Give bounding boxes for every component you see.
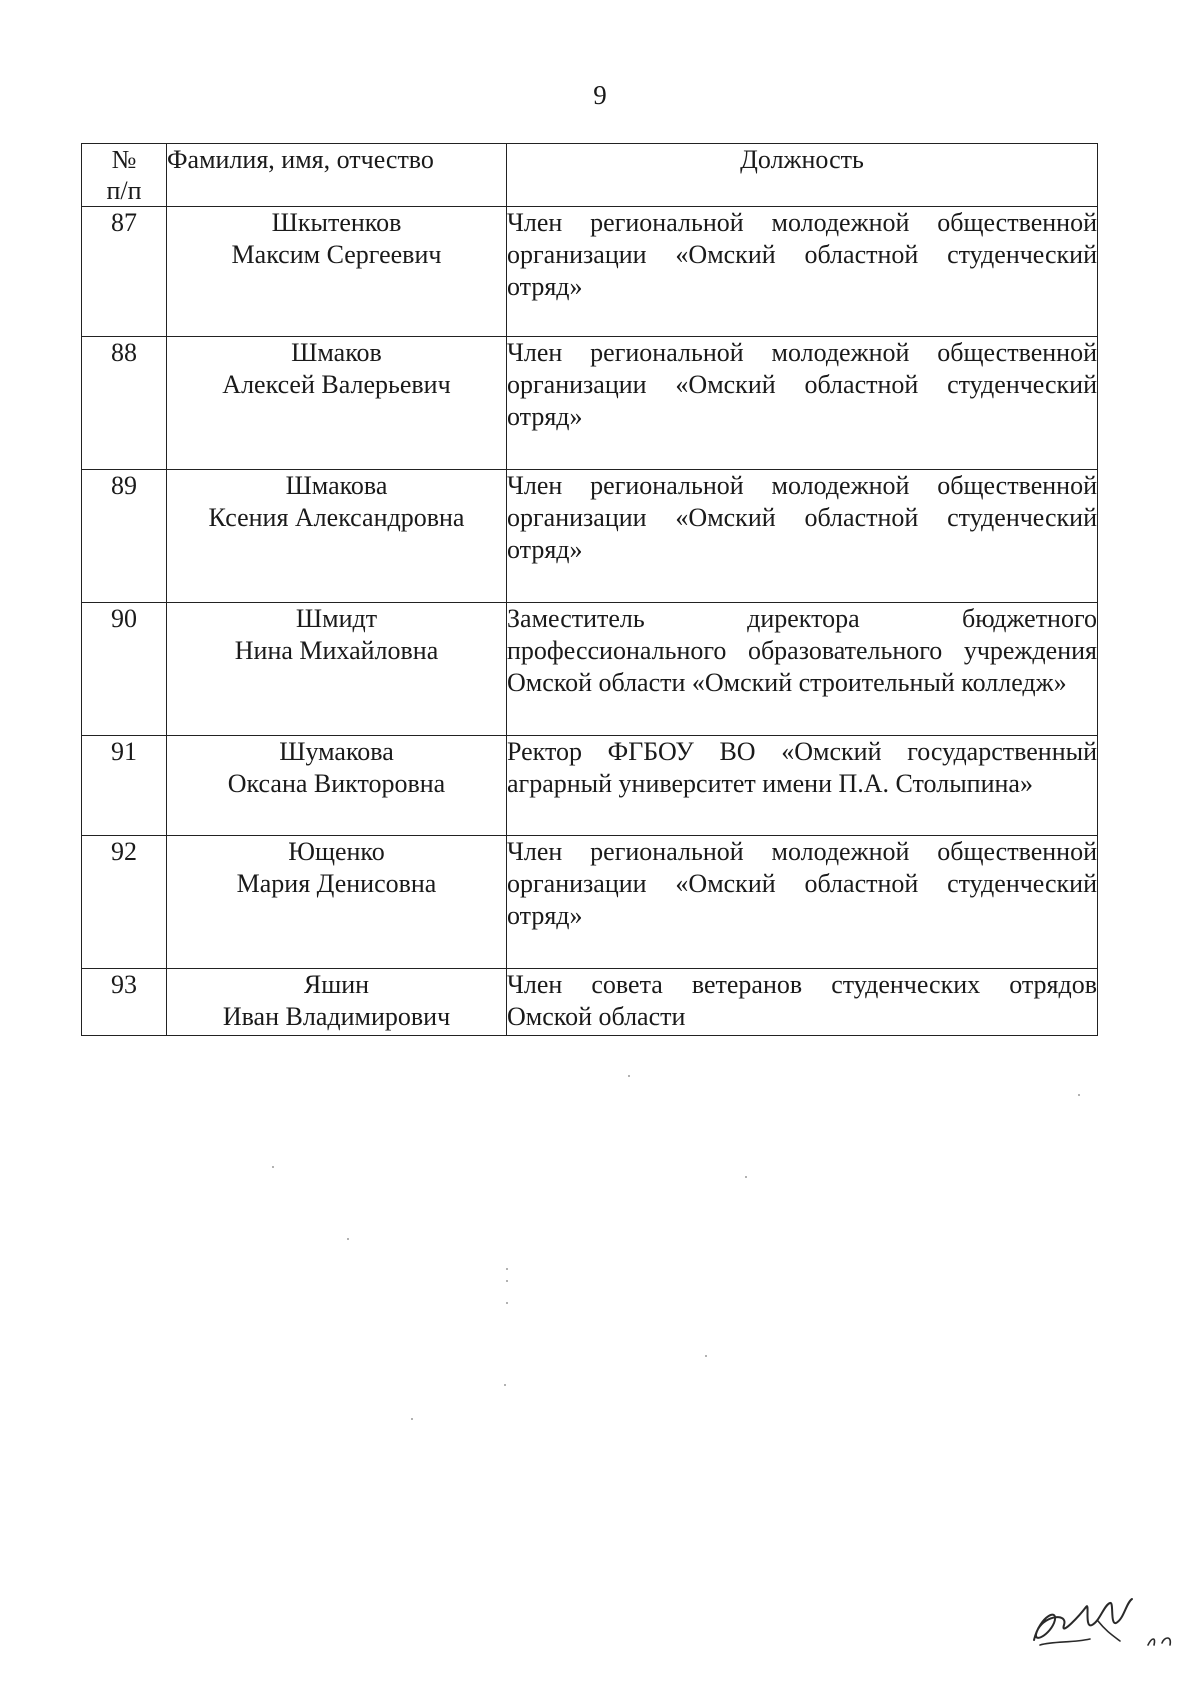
scan-speck xyxy=(705,1355,707,1357)
row-position: Член совета ветеранов студенческих отрядов Омской области xyxy=(507,969,1098,1036)
scan-speck xyxy=(506,1268,508,1270)
table-row xyxy=(82,603,1098,736)
row-full-name xyxy=(167,470,507,603)
scan-speck xyxy=(745,1176,747,1178)
header-position: Должность xyxy=(507,144,1098,207)
table-header-row xyxy=(82,144,1098,207)
scan-speck xyxy=(504,1384,506,1386)
row-number: 88 xyxy=(82,337,167,470)
row-position: Ректор ФГБОУ ВО «Омский государственный аграрный университет имени П.А. Столыпина» xyxy=(507,736,1098,836)
scan-speck xyxy=(272,1166,274,1168)
table-body xyxy=(82,207,1098,1036)
table-row xyxy=(82,207,1098,337)
row-given-names: Алексей Валерьевич xyxy=(222,370,451,399)
row-full-name xyxy=(167,207,507,337)
header-full-name: Фамилия, имя, отчество xyxy=(167,144,507,207)
scan-speck xyxy=(506,1302,508,1304)
table-row xyxy=(82,969,1098,1036)
table-row xyxy=(82,470,1098,603)
scan-speck xyxy=(411,1418,413,1420)
row-given-names: Ксения Александровна xyxy=(208,503,465,532)
row-surname: Ющенко xyxy=(288,837,385,866)
row-given-names: Нина Михайловна xyxy=(234,636,439,665)
row-number: 87 xyxy=(82,207,167,337)
table-row xyxy=(82,836,1098,969)
scan-speck xyxy=(628,1075,630,1077)
row-given-names: Оксана Викторовна xyxy=(227,769,446,798)
row-surname: Шмакова xyxy=(285,471,388,500)
row-position: Член региональной молодежной общественной организации «Омский областной студенческий отряд» xyxy=(507,470,1098,603)
table-row xyxy=(82,337,1098,470)
row-given-names: Иван Владимирович xyxy=(222,1002,451,1031)
row-surname: Шмаков xyxy=(291,338,382,367)
row-surname: Шумакова xyxy=(279,737,394,766)
header-number-symbol: № xyxy=(111,145,137,174)
scan-speck xyxy=(1078,1094,1080,1096)
row-number: 92 xyxy=(82,836,167,969)
row-full-name xyxy=(167,736,507,836)
row-given-names: Максим Сергеевич xyxy=(231,240,442,269)
row-surname: Шмидт xyxy=(295,604,378,633)
row-full-name xyxy=(167,337,507,470)
row-position: Член региональной молодежной общественной организации «Омский областной студенческий отряд» xyxy=(507,337,1098,470)
header-number-abbr: п/п xyxy=(106,176,142,205)
row-surname: Яшин xyxy=(303,970,370,999)
row-number: 93 xyxy=(82,969,167,1036)
page-number: 9 xyxy=(593,80,607,110)
row-position: Член региональной молодежной общественной организации «Омский областной студенческий отряд» xyxy=(507,207,1098,337)
header-number xyxy=(82,144,167,207)
row-full-name xyxy=(167,969,507,1036)
signature-icon xyxy=(1020,1585,1190,1655)
scan-speck xyxy=(506,1280,508,1282)
row-number: 91 xyxy=(82,736,167,836)
row-number: 90 xyxy=(82,603,167,736)
row-surname: Шкытенков xyxy=(271,208,402,237)
table-row xyxy=(82,736,1098,836)
scan-speck xyxy=(347,1238,349,1240)
row-position: Заместитель директора бюджетного профессионального образовательного учреждения Омской области «Омский строительный колледж» xyxy=(507,603,1098,736)
members-table xyxy=(81,143,1098,1036)
row-number: 89 xyxy=(82,470,167,603)
row-full-name xyxy=(167,603,507,736)
row-full-name xyxy=(167,836,507,969)
row-position: Член региональной молодежной общественной организации «Омский областной студенческий отряд» xyxy=(507,836,1098,969)
row-given-names: Мария Денисовна xyxy=(236,869,437,898)
